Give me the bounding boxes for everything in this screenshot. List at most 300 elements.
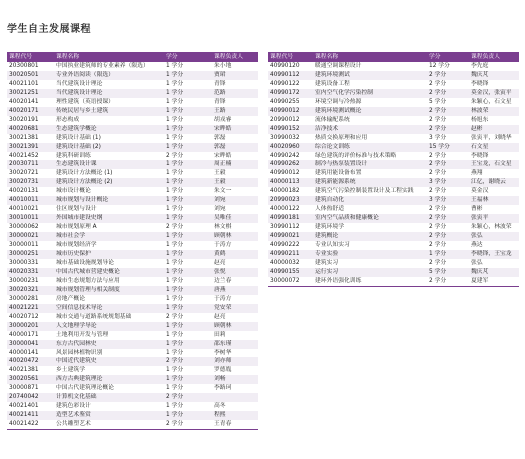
cell-teacher: 刘畅: [212, 375, 258, 384]
table-row: [268, 152, 519, 161]
cell-teacher: 顾朝林: [212, 232, 258, 241]
cell-code: 40000141: [9, 349, 39, 356]
table-row: [7, 134, 258, 143]
cell-code: 30000251: [7, 250, 54, 259]
table-row: [7, 259, 258, 268]
cell-credit: 1 学分: [166, 242, 184, 249]
cell-credit: 1 学分: [164, 143, 212, 152]
table-row: [7, 205, 258, 214]
cell-code: 40990262: [268, 160, 313, 169]
cell-teacher: 王毅: [212, 178, 258, 187]
cell-name: 建筑空气污染控制装置设计及工程实践: [315, 188, 414, 195]
cell-teacher: 黄鹤: [212, 250, 258, 259]
table-row: [7, 71, 258, 80]
cell-credit: 1 学分: [164, 411, 212, 420]
cell-name: 人体热舒适: [315, 206, 344, 213]
cell-code: 20740042: [7, 393, 54, 402]
table-row: [7, 98, 258, 107]
cell-code: 30020721: [9, 170, 39, 177]
cell-teacher: 夏建军: [469, 277, 519, 286]
cell-teacher: 江亿，谢晓云: [469, 178, 519, 187]
cell-code: 40000113: [268, 178, 313, 187]
cell-code: 40990222: [270, 242, 300, 249]
cell-code: 40021401: [9, 403, 39, 410]
cell-teacher: 刘亦师: [212, 357, 258, 366]
cell-teacher: 燕达: [471, 242, 483, 249]
cell-code: 40990152: [268, 125, 313, 134]
cell-credit: 1 学分: [164, 375, 212, 384]
cell-code: 40020171: [7, 107, 54, 116]
cell-code: 40021452: [9, 152, 39, 159]
header-teacher: 课程负责人: [469, 52, 519, 62]
cell-credit: 1 学分: [164, 250, 212, 259]
table-row: [7, 178, 258, 187]
cell-code: 40000032: [270, 259, 300, 266]
cell-name: 建环外语强化训练: [313, 277, 427, 286]
cell-teacher: 郭磊: [212, 143, 258, 152]
table-header: [268, 52, 519, 62]
cell-teacher: 林文棋: [214, 224, 232, 231]
cell-teacher: [212, 393, 258, 402]
cell-name: 建筑实习: [315, 259, 339, 266]
cell-code: 40990120: [270, 63, 300, 69]
cell-teacher: 赵亮: [214, 313, 226, 320]
cell-teacher: 燕翔: [471, 170, 483, 177]
table-row: [268, 187, 519, 196]
cell-credit: 2 学分: [166, 152, 184, 159]
cell-name: 城市历史保护: [54, 250, 164, 259]
cell-teacher: 林波荣: [469, 107, 519, 116]
table-row: [7, 196, 258, 205]
cell-credit: 1 学分: [164, 178, 212, 187]
cell-credit: 2 学分: [427, 107, 469, 116]
cell-teacher: 赵亮: [214, 259, 226, 266]
cell-teacher: 田莉: [214, 331, 226, 338]
cell-code: 40021422: [7, 420, 54, 429]
cell-teacher: 刘宛: [214, 206, 226, 213]
cell-code: 40021221: [7, 304, 54, 313]
cell-credit: 1 学分: [166, 188, 184, 195]
cell-name: 建筑概论: [313, 232, 427, 241]
page-title: 学生自主发展课程: [7, 24, 91, 35]
cell-credit: 2 学分: [429, 80, 447, 87]
cell-credit: 3 学分: [429, 134, 447, 141]
table-row: [7, 143, 258, 152]
cell-credit: 2 学分: [427, 89, 469, 98]
cell-credit: 1 学分: [166, 206, 184, 213]
header-name: 课程名称: [313, 52, 427, 62]
cell-name: 城市交通与道路系统规划基础: [56, 313, 132, 320]
cell-name: 建筑色彩设计: [56, 403, 91, 410]
cell-teacher: 刘宛: [212, 196, 258, 205]
table-row: [268, 89, 519, 98]
cell-credit: 2 学分: [166, 313, 184, 320]
cell-code: 30000062: [9, 224, 39, 231]
cell-code: 40020681: [7, 125, 54, 134]
cell-credit: 1 学分: [164, 196, 212, 205]
cell-teacher: 程熙: [212, 411, 258, 420]
cell-teacher: 胡戎睿: [214, 116, 232, 123]
table-row: [268, 160, 519, 169]
cell-credit: 1 学分: [166, 116, 184, 123]
table-row: [268, 232, 519, 241]
table-row: [7, 62, 258, 71]
cell-name: 运行实习: [313, 268, 427, 277]
cell-code: 30020501: [7, 71, 54, 80]
cell-teacher: 朱小地: [214, 63, 232, 69]
cell-credit: 12 学分: [429, 63, 450, 69]
cell-teacher: 王毅: [214, 170, 226, 177]
cell-code: 40990242: [270, 152, 300, 159]
cell-credit: 1 学分: [164, 107, 212, 116]
right-course-table: [268, 52, 519, 287]
cell-credit: 2 学分: [429, 259, 447, 266]
cell-teacher: 魏庆芃: [469, 71, 519, 80]
cell-name: 理性建筑（英语授课）: [56, 98, 114, 105]
cell-teacher: 高冬: [214, 403, 226, 410]
cell-name: 外国城市建设史纲: [54, 214, 164, 223]
cell-credit: 1 学分: [166, 170, 184, 177]
cell-code: 30000021: [7, 232, 54, 241]
cell-name: 城市基础设施规划导论: [56, 259, 114, 266]
cell-name: 城市规划原理 A: [56, 224, 97, 231]
cell-name: 综合论文训练: [313, 143, 427, 152]
cell-teacher: 边兰春: [214, 277, 232, 284]
table-row: [268, 250, 519, 259]
table-row: [7, 420, 258, 429]
table-row: [7, 277, 258, 286]
cell-name: 热质交换原理和应用: [315, 134, 368, 141]
cell-credit: 2 学分: [429, 224, 447, 231]
cell-credit: 1 学分: [166, 367, 184, 374]
cell-code: 40020472: [7, 357, 54, 366]
table-row: [268, 80, 519, 89]
cell-credit: 2 学分: [429, 242, 447, 249]
cell-credit: 2 学分: [429, 170, 447, 177]
table-row: [268, 62, 519, 71]
table-row: [268, 214, 519, 223]
cell-teacher: 李晓锋，王宝龙: [469, 250, 519, 259]
cell-name: 环境空调与冷热源: [315, 98, 362, 105]
cell-teacher: 李先庭: [471, 63, 489, 69]
table-row: [7, 402, 258, 411]
cell-teacher: 宋晔皓: [214, 152, 232, 159]
table-row: [7, 107, 258, 116]
table-row: [7, 232, 258, 241]
cell-name: 当代建筑设计理论: [54, 89, 164, 98]
cell-code: 30000011: [9, 242, 39, 249]
cell-teacher: 张寅平: [469, 214, 519, 223]
cell-name: 房地产概论: [56, 295, 85, 302]
header-code: 课程代号: [7, 52, 54, 62]
cell-teacher: 范路: [212, 89, 258, 98]
cell-code: 40990181: [268, 214, 313, 223]
table-row: [7, 241, 258, 250]
cell-code: 30010011: [7, 214, 54, 223]
cell-code: 30990112: [270, 224, 300, 231]
cell-teacher: 顾朝林: [212, 322, 258, 331]
cell-credit: 1 学分: [164, 268, 212, 277]
cell-name: 建筑环境学: [315, 224, 344, 231]
cell-credit: 3 学分: [427, 196, 469, 205]
table-row: [268, 223, 519, 232]
cell-name: 建筑新能源系统: [313, 178, 427, 187]
cell-credit: 1 学分: [164, 160, 212, 169]
cell-name: 室内空气化学污染控制: [313, 89, 427, 98]
cell-credit: 1 学分: [164, 125, 212, 134]
cell-teacher: 周正楠: [212, 160, 258, 169]
cell-code: 40010021: [9, 206, 39, 213]
table-row: [7, 331, 258, 340]
cell-code: 40020331: [7, 268, 54, 277]
cell-code: 30000331: [9, 259, 39, 266]
cell-teacher: 曹彬: [471, 206, 483, 213]
cell-teacher: 张弘: [471, 259, 483, 266]
cell-name: 室内空气品质和健康概论: [313, 214, 427, 223]
cell-teacher: 朱文一: [214, 188, 232, 195]
cell-teacher: 于涛方: [214, 295, 232, 302]
cell-teacher: 王路: [212, 107, 258, 116]
cell-credit: 2 学分: [429, 188, 447, 195]
cell-credit: 1 学分: [166, 134, 184, 141]
table-row: [7, 152, 258, 161]
cell-code: 40990211: [268, 250, 313, 259]
cell-code: 20300801: [9, 63, 39, 69]
cell-name: 乡土建筑学: [56, 367, 85, 374]
cell-name: 专业认知实习: [315, 242, 350, 249]
table-row: [7, 349, 258, 358]
cell-name: 城市规划与设计概论: [54, 196, 164, 205]
cell-teacher: 朱颖心，林波荣: [471, 224, 512, 231]
table-row: [7, 340, 258, 349]
cell-credit: 1 学分: [164, 89, 212, 98]
table-row: [7, 304, 258, 313]
cell-credit: 1 学分: [164, 214, 212, 223]
table-row: [268, 241, 519, 250]
table-row: [268, 71, 519, 80]
cell-name: 中国近代建筑史: [54, 357, 164, 366]
table-row: [268, 143, 519, 152]
table-row: [268, 107, 519, 116]
cell-name: 城市社会学: [54, 232, 164, 241]
cell-credit: 2 学分: [429, 152, 447, 159]
table-row: [268, 196, 519, 205]
cell-code: 40990172: [268, 89, 313, 98]
cell-code: 30020731: [7, 178, 54, 187]
cell-credit: 2 学分: [427, 232, 469, 241]
cell-name: 洁净技术: [313, 125, 427, 134]
cell-credit: 2 学分: [427, 277, 469, 286]
cell-name: 流体输配系统: [315, 116, 350, 123]
cell-credit: 5 学分: [427, 268, 469, 277]
cell-name: 制冷与热泵装置设计: [313, 160, 427, 169]
cell-code: 40020712: [9, 313, 39, 320]
cell-code: 30021251: [7, 89, 54, 98]
table-row: [7, 375, 258, 384]
cell-credit: 1 学分: [166, 331, 184, 338]
cell-code: 40021381: [9, 367, 39, 374]
cell-teacher: 朱颖心，石文星: [471, 98, 512, 105]
cell-name: 城市生态规划方法与应用: [56, 277, 120, 284]
table-row: [7, 214, 258, 223]
cell-name: 生态建筑学概论: [54, 125, 164, 134]
cell-code: 40990012: [268, 107, 313, 116]
cell-name: 住区规划与设计: [56, 206, 97, 213]
cell-credit: 1 学分: [166, 80, 184, 87]
cell-name: 建筑用能设备布置: [315, 170, 362, 177]
table-row: [7, 160, 258, 169]
cell-name: 形态构成: [56, 116, 80, 123]
cell-code: 40021411: [7, 411, 54, 420]
header-credit: 学分: [164, 52, 212, 62]
cell-credit: 2 学分: [164, 393, 212, 402]
cell-credit: 2 学分: [427, 160, 469, 169]
cell-credit: 1 学分: [166, 98, 184, 105]
cell-name: 城市设计概论: [56, 188, 91, 195]
table-row: [7, 250, 258, 259]
cell-code: 40020960: [268, 143, 313, 152]
cell-name: 生态建筑设计课: [54, 160, 164, 169]
cell-code: 40990021: [268, 232, 313, 241]
table-row: [7, 223, 258, 232]
cell-code: 40990255: [270, 98, 300, 105]
table-header: [7, 52, 258, 62]
cell-credit: 1 学分: [166, 349, 184, 356]
cell-code: 40990122: [270, 80, 300, 87]
cell-name: 公共雕塑艺术: [54, 420, 164, 429]
table-row: [268, 134, 519, 143]
cell-teacher: 李晓锋: [471, 152, 489, 159]
cell-credit: 1 学分: [164, 322, 212, 331]
cell-name: 建筑设备工程: [315, 80, 350, 87]
cell-credit: 2 学分: [166, 224, 184, 231]
cell-credit: 1 学分: [164, 340, 212, 349]
cell-teacher: 吴唯佳: [212, 214, 258, 223]
cell-credit: 1 学分: [166, 295, 184, 302]
cell-name: 城市规划管理与相关制度: [54, 286, 164, 295]
cell-code: 40990155: [268, 268, 313, 277]
cell-name: 风景园林植物识别: [56, 349, 103, 356]
cell-code: 20990023: [268, 196, 313, 205]
cell-credit: 5 学分: [429, 98, 447, 105]
cell-name: 建筑设计基础 (2): [54, 143, 164, 152]
cell-credit: 15 学分: [427, 143, 469, 152]
cell-name: 建筑自动化: [313, 196, 427, 205]
table-row: [7, 411, 258, 420]
cell-name: 中国古代建筑理论概论: [56, 385, 114, 392]
cell-teacher: 王宝龙，石文星: [469, 160, 519, 169]
cell-teacher: 张悦: [212, 268, 258, 277]
cell-teacher: 贾珺: [212, 71, 258, 80]
cell-code: 30000041: [7, 340, 54, 349]
cell-code: 40010011: [7, 196, 54, 205]
cell-teacher: 魏庆芃: [469, 268, 519, 277]
table-row: [268, 277, 519, 286]
cell-code: 40990012: [270, 170, 300, 177]
header-code: 课程代号: [268, 52, 313, 62]
cell-name: 西方古典建筑理论: [54, 375, 164, 384]
table-row: [268, 178, 519, 187]
table-row: [7, 384, 258, 393]
cell-code: 40021101: [9, 80, 39, 87]
table-row: [7, 322, 258, 331]
table-row: [7, 286, 258, 295]
cell-code: 30021391: [7, 143, 54, 152]
cell-code: 40990112: [268, 71, 313, 80]
cell-teacher: 张弘: [469, 232, 519, 241]
cell-name: 土地利用开发与管理: [56, 331, 109, 338]
cell-code: 30000231: [9, 277, 39, 284]
cell-teacher: 宋晔皓: [212, 125, 258, 134]
cell-teacher: 青锋: [214, 80, 226, 87]
table-row: [268, 259, 519, 268]
cell-teacher: 莫金汉，张寅平: [469, 89, 519, 98]
table-row: [7, 169, 258, 178]
table-row: [7, 295, 258, 304]
table-row: [7, 393, 258, 402]
cell-name: 绿色建筑的评价标准与技术策略: [315, 152, 397, 159]
cell-code: 30020191: [9, 116, 39, 123]
cell-teacher: 张寅平，刘晓华: [471, 134, 512, 141]
cell-name: 当代建筑设计理论: [56, 80, 103, 87]
cell-name: 东方古代园林史: [54, 340, 164, 349]
cell-credit: 1 学分: [166, 63, 184, 69]
cell-name: 传统民居与乡土建筑: [54, 107, 164, 116]
table-row: [7, 187, 258, 196]
cell-name: 中国执业建筑师的专业素养（限选）: [56, 63, 149, 69]
cell-teacher: 杨旭东: [471, 116, 489, 123]
cell-teacher: 王福林: [469, 196, 519, 205]
cell-credit: 1 学分: [164, 304, 212, 313]
cell-code: 40020131: [9, 188, 39, 195]
table-row: [7, 116, 258, 125]
table-row: [7, 89, 258, 98]
cell-code: 20030711: [7, 160, 54, 169]
cell-credit: 1 学分: [166, 259, 184, 266]
table-row: [268, 116, 519, 125]
cell-name: 建筑科研训练: [56, 152, 91, 159]
cell-credit: 2 学分: [427, 214, 469, 223]
table-row: [268, 268, 519, 277]
cell-name: 建筑设计方法概论 (1): [56, 170, 113, 177]
cell-credit: 2 学分: [429, 206, 447, 213]
table-row: [268, 98, 519, 107]
header-credit: 学分: [427, 52, 469, 62]
cell-name: 建筑环境测试概论: [313, 107, 427, 116]
cell-teacher: 党安荣: [212, 304, 258, 313]
cell-code: 30000201: [7, 322, 54, 331]
right-table-body: [268, 62, 519, 286]
cell-code: 30000871: [9, 385, 39, 392]
cell-teacher: 郭磊: [214, 134, 226, 141]
cell-code: 30990032: [270, 134, 300, 141]
table-row: [7, 125, 258, 134]
cell-teacher: 李路珂: [214, 385, 232, 392]
cell-credit: 1 学分: [166, 403, 184, 410]
cell-credit: 1 学分: [166, 277, 184, 284]
cell-credit: 2 学分: [427, 71, 469, 80]
header-name: 课程名称: [54, 52, 164, 62]
table-row: [268, 169, 519, 178]
table-row: [268, 125, 519, 134]
cell-credit: 1 学分: [164, 286, 212, 295]
cell-code: 30020321: [7, 286, 54, 295]
cell-name: 人文地理学导论: [54, 322, 164, 331]
cell-credit: 2 学分: [427, 125, 469, 134]
cell-teacher: 石文星: [469, 143, 519, 152]
table-row: [7, 268, 258, 277]
cell-teacher: 于涛方: [214, 242, 232, 249]
